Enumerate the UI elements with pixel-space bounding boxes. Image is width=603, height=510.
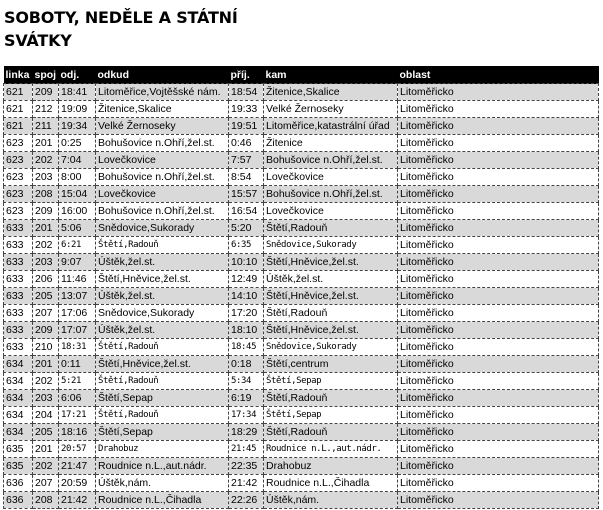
cell-odj: 0:25 [59, 135, 96, 152]
col-header-prij: příj. [229, 66, 264, 84]
cell-spoj: 205 [33, 424, 59, 441]
cell-linka: 623 [4, 152, 33, 169]
cell-odkud: Štětí,Hněvice,žel.st. [96, 271, 229, 288]
cell-spoj: 207 [33, 475, 59, 492]
cell-kam: Štětí,Hněvice,žel.st. [264, 254, 398, 271]
cell-odkud: Úštěk,žel.st. [96, 322, 229, 339]
table-row [4, 237, 599, 254]
cell-oblast: Litoměřicko [398, 492, 599, 509]
cell-linka: 633 [4, 305, 33, 322]
cell-prij: 19:33 [229, 101, 264, 118]
cell-spoj: 208 [33, 492, 59, 509]
cell-prij: 6:19 [229, 390, 264, 407]
cell-odj: 19:09 [59, 101, 96, 118]
cell-odkud: Snědovice,Sukorady [96, 220, 229, 237]
cell-spoj: 203 [33, 390, 59, 407]
cell-odj: 21:42 [59, 492, 96, 509]
cell-spoj: 201 [33, 441, 59, 458]
cell-spoj: 202 [33, 458, 59, 475]
cell-kam: Žitenice,Skalice [264, 84, 398, 101]
cell-linka: 633 [4, 339, 33, 356]
cell-prij: 6:35 [229, 237, 264, 254]
cell-odkud: Lovečkovice [96, 152, 229, 169]
cell-oblast: Litoměřicko [398, 220, 599, 237]
cell-prij: 5:20 [229, 220, 264, 237]
cell-kam: Snědovice,Sukorady [264, 237, 398, 254]
col-header-odkud: odkud [96, 66, 229, 84]
timetable [3, 66, 599, 509]
table-row [4, 492, 599, 509]
cell-odkud: Žitenice,Skalice [96, 101, 229, 118]
title-line-1: SOBOTY, NEDĚLE A STÁTNÍ [4, 8, 238, 27]
cell-odj: 17:07 [59, 322, 96, 339]
cell-prij: 17:20 [229, 305, 264, 322]
cell-odj: 8:00 [59, 169, 96, 186]
cell-odj: 0:11 [59, 356, 96, 373]
cell-odkud: Bohušovice n.Ohří,žel.st. [96, 203, 229, 220]
cell-oblast: Litoměřicko [398, 441, 599, 458]
table-row [4, 152, 599, 169]
cell-prij: 10:10 [229, 254, 264, 271]
cell-prij: 8:54 [229, 169, 264, 186]
cell-oblast: Litoměřicko [398, 186, 599, 203]
cell-kam: Lovečkovice [264, 169, 398, 186]
cell-linka: 633 [4, 254, 33, 271]
table-row [4, 424, 599, 441]
cell-odj: 18:41 [59, 84, 96, 101]
cell-oblast: Litoměřicko [398, 101, 599, 118]
cell-odj: 9:07 [59, 254, 96, 271]
col-header-spoj: spoj [33, 66, 59, 84]
cell-odj: 17:21 [59, 407, 96, 424]
cell-odkud: Úštěk,nám. [96, 475, 229, 492]
cell-oblast: Litoměřicko [398, 118, 599, 135]
cell-kam: Štětí,Radouň [264, 220, 398, 237]
cell-odkud: Štětí,Radouň [96, 339, 229, 356]
cell-linka: 623 [4, 186, 33, 203]
cell-oblast: Litoměřicko [398, 407, 599, 424]
cell-odj: 18:16 [59, 424, 96, 441]
cell-prij: 17:34 [229, 407, 264, 424]
page-title [4, 6, 304, 52]
cell-oblast: Litoměřicko [398, 339, 599, 356]
cell-kam: Litoměřice,katastrální úřad [264, 118, 398, 135]
cell-linka: 634 [4, 424, 33, 441]
cell-linka: 623 [4, 135, 33, 152]
cell-prij: 0:46 [229, 135, 264, 152]
cell-odj: 15:04 [59, 186, 96, 203]
cell-spoj: 202 [33, 152, 59, 169]
cell-kam: Velké Žernoseky [264, 101, 398, 118]
cell-oblast: Litoměřicko [398, 152, 599, 169]
cell-linka: 634 [4, 356, 33, 373]
cell-spoj: 209 [33, 322, 59, 339]
cell-spoj: 203 [33, 169, 59, 186]
cell-linka: 623 [4, 169, 33, 186]
cell-odj: 5:21 [59, 373, 96, 390]
table-row [4, 356, 599, 373]
cell-oblast: Litoměřicko [398, 288, 599, 305]
cell-linka: 634 [4, 373, 33, 390]
cell-oblast: Litoměřicko [398, 356, 599, 373]
table-row [4, 305, 599, 322]
table-row [4, 475, 599, 492]
cell-kam: Štětí,Sepap [264, 373, 398, 390]
cell-linka: 633 [4, 220, 33, 237]
table-row [4, 271, 599, 288]
cell-odj: 6:06 [59, 390, 96, 407]
cell-spoj: 201 [33, 135, 59, 152]
cell-linka: 636 [4, 475, 33, 492]
table-row [4, 169, 599, 186]
cell-oblast: Litoměřicko [398, 254, 599, 271]
cell-kam: Štětí,Radouň [264, 305, 398, 322]
cell-odj: 17:06 [59, 305, 96, 322]
cell-oblast: Litoměřicko [398, 203, 599, 220]
cell-oblast: Litoměřicko [398, 373, 599, 390]
cell-prij: 5:34 [229, 373, 264, 390]
cell-kam: Štětí,centrum [264, 356, 398, 373]
cell-prij: 14:10 [229, 288, 264, 305]
table-row [4, 84, 599, 101]
cell-kam: Žitenice [264, 135, 398, 152]
table-body [4, 84, 599, 509]
cell-prij: 19:51 [229, 118, 264, 135]
cell-kam: Štětí,Radouň [264, 390, 398, 407]
cell-linka: 621 [4, 101, 33, 118]
cell-odkud: Úštěk,žel.st. [96, 254, 229, 271]
cell-linka: 634 [4, 390, 33, 407]
cell-oblast: Litoměřicko [398, 169, 599, 186]
cell-odkud: Roudnice n.L.,Čihadla [96, 492, 229, 509]
table-row [4, 186, 599, 203]
cell-spoj: 210 [33, 339, 59, 356]
header-row [4, 66, 599, 84]
table-header [4, 66, 599, 84]
table-row [4, 322, 599, 339]
cell-kam: Úštěk,žel.st. [264, 271, 398, 288]
cell-linka: 634 [4, 407, 33, 424]
cell-odkud: Lovečkovice [96, 186, 229, 203]
cell-kam: Drahobuz [264, 458, 398, 475]
cell-prij: 22:35 [229, 458, 264, 475]
cell-linka: 636 [4, 492, 33, 509]
cell-oblast: Litoměřicko [398, 237, 599, 254]
cell-prij: 18:45 [229, 339, 264, 356]
cell-kam: Štětí,Hněvice,žel.st. [264, 288, 398, 305]
cell-kam: Bohušovice n.Ohří,žel.st. [264, 186, 398, 203]
col-header-linka: linka [4, 66, 33, 84]
col-header-oblast: oblast [398, 66, 599, 84]
cell-odkud: Bohušovice n.Ohří,žel.st. [96, 169, 229, 186]
cell-spoj: 209 [33, 203, 59, 220]
cell-spoj: 201 [33, 220, 59, 237]
cell-spoj: 201 [33, 356, 59, 373]
cell-spoj: 208 [33, 186, 59, 203]
cell-prij: 18:54 [229, 84, 264, 101]
table-row [4, 220, 599, 237]
table-row [4, 135, 599, 152]
cell-kam: Lovečkovice [264, 203, 398, 220]
cell-odj: 20:59 [59, 475, 96, 492]
table-row [4, 203, 599, 220]
cell-kam: Roudnice n.L.,Čihadla [264, 475, 398, 492]
cell-kam: Štětí,Radouň [264, 424, 398, 441]
cell-prij: 7:57 [229, 152, 264, 169]
cell-oblast: Litoměřicko [398, 135, 599, 152]
cell-oblast: Litoměřicko [398, 475, 599, 492]
cell-odkud: Štětí,Sepap [96, 424, 229, 441]
cell-spoj: 204 [33, 407, 59, 424]
cell-odkud: Štětí,Sepap [96, 390, 229, 407]
cell-oblast: Litoměřicko [398, 458, 599, 475]
cell-prij: 18:29 [229, 424, 264, 441]
cell-oblast: Litoměřicko [398, 84, 599, 101]
cell-kam: Štětí,Sepap [264, 407, 398, 424]
cell-prij: 15:57 [229, 186, 264, 203]
cell-spoj: 203 [33, 254, 59, 271]
cell-odkud: Štětí,Hněvice,žel.st. [96, 356, 229, 373]
cell-spoj: 212 [33, 101, 59, 118]
cell-kam: Bohušovice n.Ohří,žel.st. [264, 152, 398, 169]
cell-oblast: Litoměřicko [398, 322, 599, 339]
cell-oblast: Litoměřicko [398, 390, 599, 407]
cell-prij: 22:26 [229, 492, 264, 509]
table-row [4, 118, 599, 135]
cell-linka: 633 [4, 288, 33, 305]
cell-odj: 20:57 [59, 441, 96, 458]
cell-odkud: Štětí,Radouň [96, 407, 229, 424]
cell-linka: 623 [4, 203, 33, 220]
cell-kam: Úštěk,nám. [264, 492, 398, 509]
cell-oblast: Litoměřicko [398, 305, 599, 322]
cell-odkud: Snědovice,Sukorady [96, 305, 229, 322]
cell-linka: 621 [4, 118, 33, 135]
cell-kam: Roudnice n.L.,aut.nádr. [264, 441, 398, 458]
cell-odj: 5:06 [59, 220, 96, 237]
table-row [4, 458, 599, 475]
cell-prij: 21:45 [229, 441, 264, 458]
cell-odj: 7:04 [59, 152, 96, 169]
table-row [4, 407, 599, 424]
table-row [4, 339, 599, 356]
cell-odj: 16:00 [59, 203, 96, 220]
cell-kam: Snědovice,Sukorady [264, 339, 398, 356]
cell-oblast: Litoměřicko [398, 424, 599, 441]
cell-odkud: Drahobuz [96, 441, 229, 458]
col-header-odj: odj. [59, 66, 96, 84]
cell-spoj: 209 [33, 84, 59, 101]
cell-linka: 633 [4, 237, 33, 254]
table-row [4, 288, 599, 305]
cell-odkud: Štětí,Radouň [96, 237, 229, 254]
cell-linka: 633 [4, 322, 33, 339]
cell-prij: 12:49 [229, 271, 264, 288]
cell-prij: 0:18 [229, 356, 264, 373]
cell-odkud: Bohušovice n.Ohří,žel.st. [96, 135, 229, 152]
cell-odkud: Úštěk,žel.st. [96, 288, 229, 305]
cell-odj: 6:21 [59, 237, 96, 254]
table-row [4, 390, 599, 407]
table-row [4, 101, 599, 118]
cell-oblast: Litoměřicko [398, 271, 599, 288]
col-header-kam: kam [264, 66, 398, 84]
cell-kam: Štětí,Hněvice,žel.st. [264, 322, 398, 339]
cell-prij: 21:42 [229, 475, 264, 492]
cell-odj: 18:31 [59, 339, 96, 356]
cell-spoj: 205 [33, 288, 59, 305]
table-row [4, 441, 599, 458]
cell-odkud: Roudnice n.L.,aut.nádr. [96, 458, 229, 475]
cell-odj: 21:47 [59, 458, 96, 475]
cell-odj: 11:46 [59, 271, 96, 288]
cell-odkud: Velké Žernoseky [96, 118, 229, 135]
cell-linka: 633 [4, 271, 33, 288]
cell-odkud: Štětí,Radouň [96, 373, 229, 390]
cell-spoj: 206 [33, 271, 59, 288]
cell-prij: 18:10 [229, 322, 264, 339]
cell-linka: 635 [4, 441, 33, 458]
title-line-2: SVÁTKY [4, 31, 72, 50]
cell-spoj: 202 [33, 373, 59, 390]
table-row [4, 373, 599, 390]
cell-linka: 621 [4, 84, 33, 101]
cell-spoj: 211 [33, 118, 59, 135]
cell-prij: 16:54 [229, 203, 264, 220]
table-row [4, 254, 599, 271]
cell-odj: 19:34 [59, 118, 96, 135]
cell-odkud: Litoměřice,Vojtěšské nám. [96, 84, 229, 101]
cell-odj: 13:07 [59, 288, 96, 305]
cell-spoj: 202 [33, 237, 59, 254]
cell-linka: 635 [4, 458, 33, 475]
cell-spoj: 207 [33, 305, 59, 322]
